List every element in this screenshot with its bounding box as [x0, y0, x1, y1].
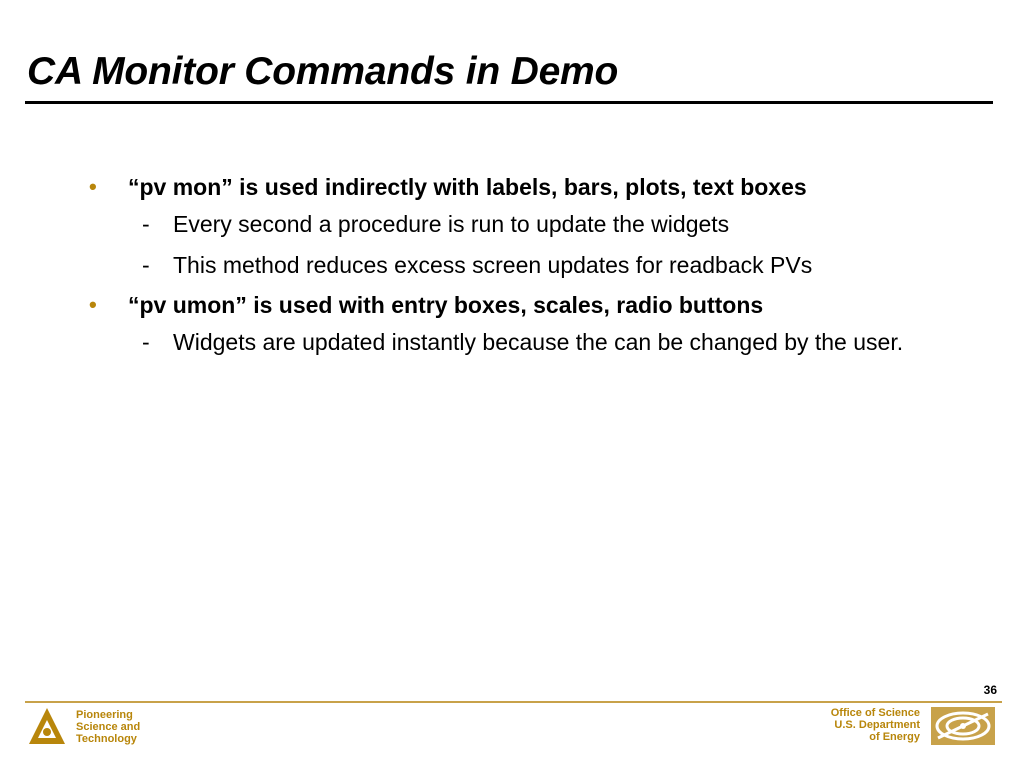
- bullet-list: [88, 172, 988, 367]
- sub-bullet-item: [128, 249, 973, 282]
- page-number: 36: [983, 683, 997, 697]
- sub-bullet-text: Every second a procedure is run to update the widgets: [173, 211, 730, 237]
- sub-bullet-marker: -: [142, 252, 150, 278]
- tagline-line: of Energy: [869, 731, 920, 743]
- footer-left-tagline: [76, 709, 140, 745]
- footer-divider: [25, 701, 1002, 703]
- footer-right-tagline: [831, 707, 920, 743]
- sub-bullet-marker: -: [142, 329, 150, 355]
- tagline-line: Science and: [76, 721, 141, 733]
- tagline-line: U.S. Department: [834, 719, 920, 731]
- tagline-line: Office of Science: [830, 707, 920, 719]
- title-divider: [25, 101, 993, 104]
- doe-logo-icon: [930, 706, 996, 746]
- bullet-text: “pv mon” is used indirectly with labels, bars, plots, text boxes: [128, 174, 807, 200]
- bullet-item: [88, 290, 988, 359]
- tagline-line: Technology: [76, 733, 137, 745]
- bullet-marker: •: [89, 174, 97, 199]
- bullet-item: [88, 172, 988, 282]
- sub-bullet-text: Widgets are updated instantly because the can be changed by the user.: [173, 329, 904, 355]
- bullet-marker: •: [89, 292, 97, 317]
- slide-title: CA Monitor Commands in Demo: [27, 50, 619, 93]
- tagline-line: Pioneering: [76, 709, 133, 721]
- argonne-logo-icon: [27, 706, 67, 746]
- sub-bullet-marker: -: [142, 211, 150, 237]
- sub-bullet-item: [128, 326, 973, 359]
- sub-bullet-item: [128, 208, 973, 241]
- sub-bullet-text: This method reduces excess screen updates for readback PVs: [173, 252, 813, 278]
- sub-bullet-list: [128, 326, 988, 359]
- sub-bullet-list: [128, 208, 988, 282]
- bullet-text: “pv umon” is used with entry boxes, scales, radio buttons: [128, 292, 764, 318]
